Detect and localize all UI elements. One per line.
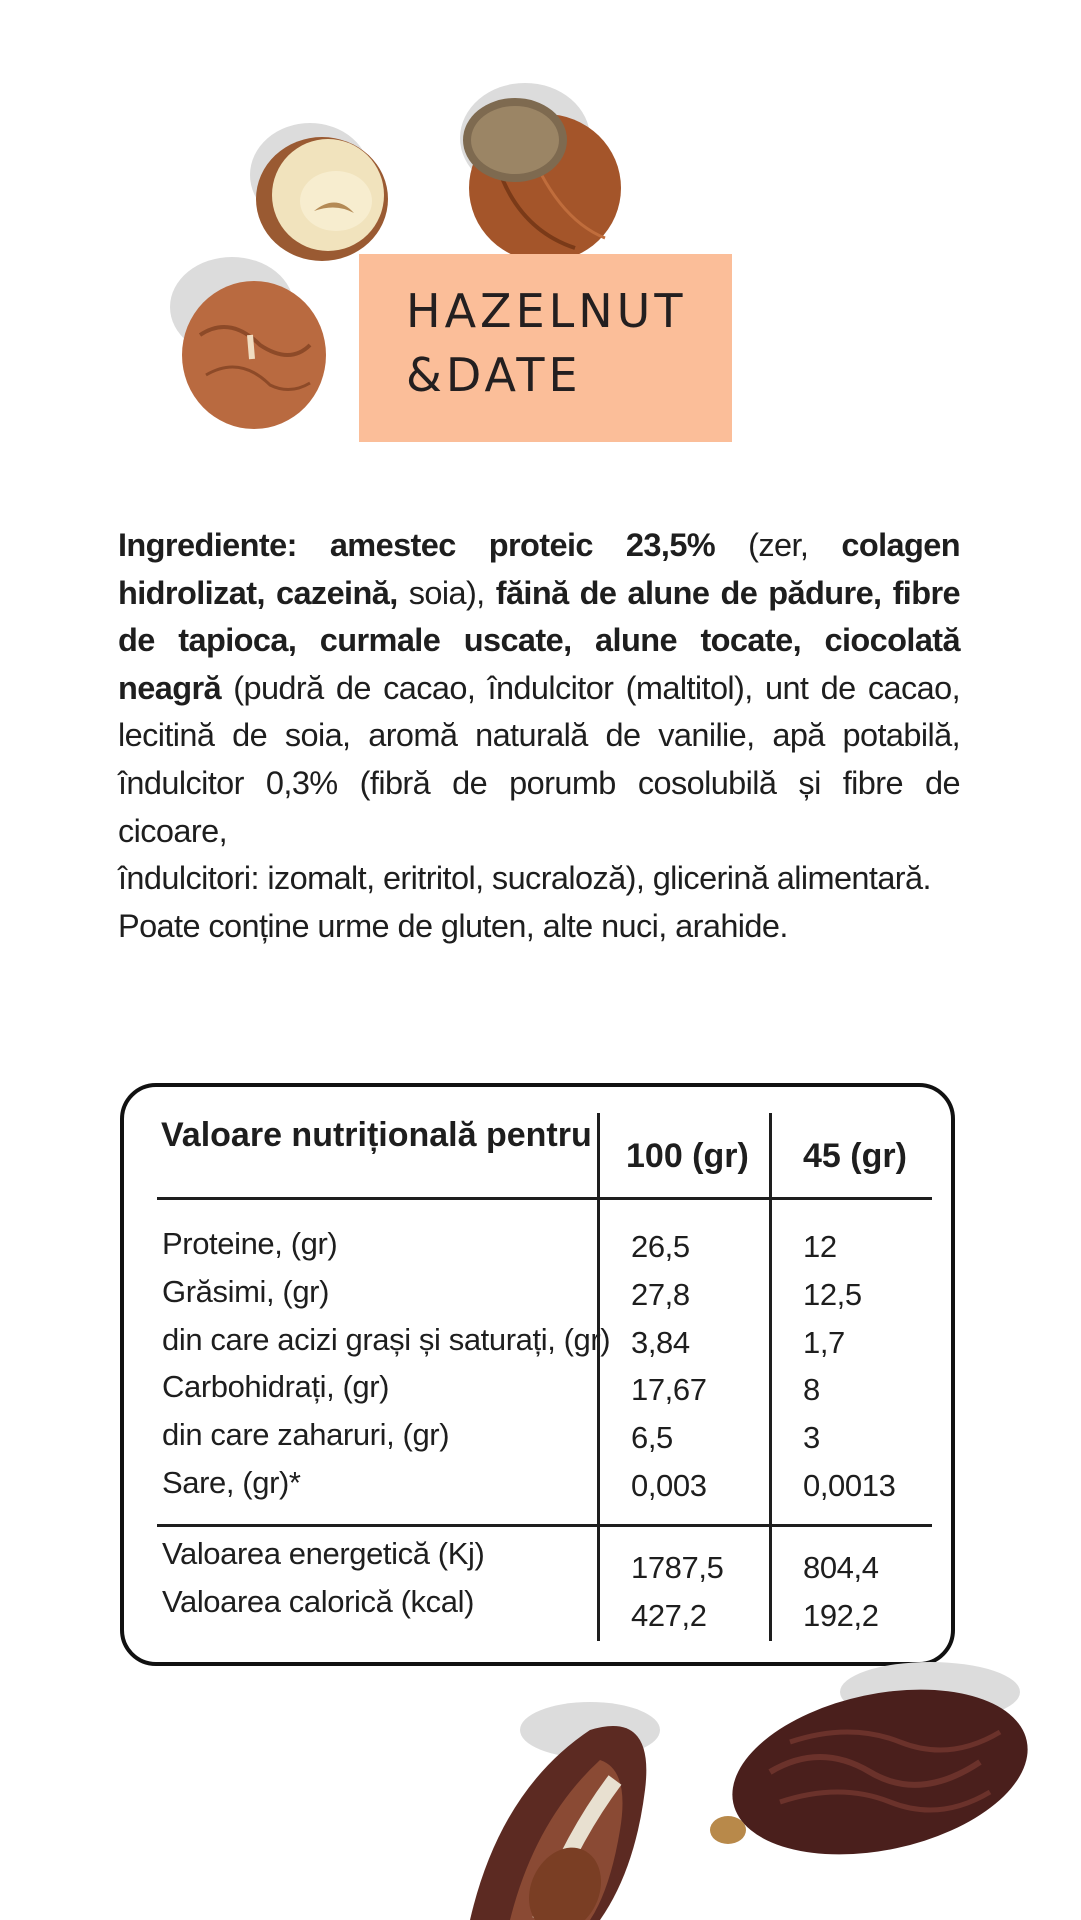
energy-value-45g: 192,2 <box>803 1597 879 1633</box>
energy-value-45g: 804,4 <box>803 1550 879 1585</box>
value-100g: 17,67 <box>631 1372 707 1408</box>
product-title-line-2: &DATE <box>406 348 582 402</box>
product-title-line-1: HAZELNUT <box>406 284 687 338</box>
table-divider-vertical-2 <box>769 1113 772 1641</box>
ingredients-bold-1: amestec proteic 23,5% <box>329 527 716 563</box>
table-divider-horizontal-1 <box>157 1197 932 1200</box>
nutrient-label: din care zaharuri, (gr) <box>162 1417 450 1453</box>
nutrient-labels <box>162 1220 610 1507</box>
energy-value-100g: 427,2 <box>631 1597 707 1633</box>
value-100g: 26,5 <box>631 1229 690 1264</box>
table-header-label: Valoare nutrițională pentru <box>161 1116 592 1154</box>
ingredients-text-1: (zer, <box>715 527 842 563</box>
ingredients-paragraph <box>118 522 960 950</box>
nutrient-label: Sare, (gr)* <box>162 1464 301 1500</box>
ingredients-text-3: (pudră de cacao, îndulcitor (maltitol), unt de cacao, lecitină de soia, aromă naturală de vanilie, apă potabilă, îndulcitor 0,3% (fibră de porumb cosolubilă și fibre de cicoare, <box>118 669 960 849</box>
nutrient-label: Proteine, (gr) <box>162 1226 338 1261</box>
ingredients-bold-2: colagen hidrolizat, cazeină, <box>118 527 960 611</box>
value-100g: 3,84 <box>631 1324 690 1360</box>
table-divider-horizontal-2 <box>157 1524 932 1527</box>
ingredients-text-2: soia), <box>397 574 496 611</box>
allergen-warning: Poate conține urme de gluten, alte nuci, arahide. <box>118 907 788 944</box>
nutrient-label: Carbohidrați, (gr) <box>162 1369 390 1405</box>
value-45g: 12 <box>803 1229 837 1264</box>
date-whole-icon <box>700 1652 1060 1892</box>
value-45g: 1,7 <box>803 1324 845 1360</box>
energy-label: Valoarea energetică (Kj) <box>162 1536 485 1571</box>
table-header-45g: 45 (gr) <box>803 1137 907 1175</box>
ingredients-text-4: îndulcitori: izomalt, eritritol, sucraloză), glicerină alimentară. <box>118 860 931 897</box>
value-100g: 0,003 <box>631 1467 707 1503</box>
energy-value-100g: 1787,5 <box>631 1550 724 1585</box>
hazelnut-half-icon <box>240 115 400 275</box>
hazelnut-shelled-icon <box>170 255 330 435</box>
product-title-box <box>359 254 732 442</box>
energy-label: Valoarea calorică (kcal) <box>162 1583 475 1619</box>
nutrient-values-100g <box>631 1223 707 1510</box>
energy-values-45g <box>803 1544 879 1640</box>
value-100g: 6,5 <box>631 1420 673 1456</box>
value-45g: 12,5 <box>803 1276 862 1312</box>
nutrient-values-45g <box>803 1223 895 1510</box>
value-45g: 8 <box>803 1372 820 1408</box>
value-45g: 0,0013 <box>803 1467 896 1503</box>
nutrient-label: Grăsimi, (gr) <box>162 1273 330 1309</box>
energy-values-100g <box>631 1544 723 1640</box>
value-45g: 3 <box>803 1420 820 1456</box>
energy-labels <box>162 1530 484 1626</box>
ingredients-label: Ingrediente: <box>118 527 297 563</box>
value-100g: 27,8 <box>631 1276 690 1312</box>
hazelnut-whole-icon <box>455 78 635 268</box>
nutrient-label: din care acizi grași și saturați, (gr) <box>162 1321 611 1357</box>
ingredients-bold-3: făină de alune de pădure, fibre de tapioca, curmale uscate, alune tocate, ciocolată neagră <box>118 574 961 706</box>
date-halved-icon <box>440 1700 690 1920</box>
table-header-100g: 100 (gr) <box>626 1137 749 1175</box>
